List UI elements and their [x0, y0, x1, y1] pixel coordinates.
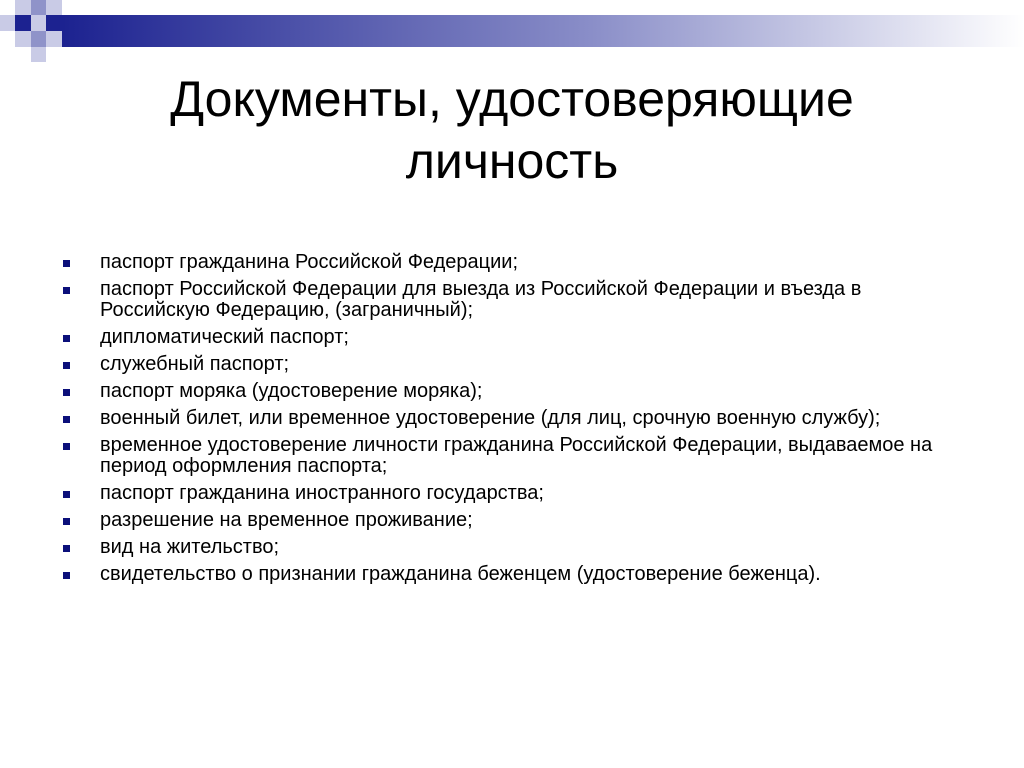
list-item-text: вид на жительство; [100, 536, 280, 558]
square-bullet-icon [63, 545, 70, 552]
square-bullet-icon [63, 287, 70, 294]
list-item [60, 381, 970, 402]
square-bullet-icon [63, 572, 70, 579]
list-item-text: разрешение на временное проживание; [100, 509, 473, 531]
square-bullet-icon [63, 335, 70, 342]
square-bullet-icon [63, 389, 70, 396]
list-item [60, 408, 970, 429]
list-item-text: паспорт Российской Федерации для выезда из Российской Федерации и въезда в Российскую Федерацию, (заграничный); [100, 278, 862, 321]
header-decoration [0, 0, 1024, 62]
list-item-text: паспорт моряка (удостоверение моряка); [100, 380, 483, 402]
list-item [60, 252, 970, 273]
list-item [60, 354, 970, 375]
slide-title-line-1: Документы, удостоверяющие [170, 71, 854, 127]
list-item-text: паспорт гражданина иностранного государства; [100, 482, 544, 504]
list-item [60, 564, 970, 585]
list-item [60, 510, 970, 531]
square-bullet-icon [63, 518, 70, 525]
list-item-text: военный билет, или временное удостоверение (для лиц, срочную военную службу); [100, 407, 881, 429]
square-bullet-icon [63, 362, 70, 369]
list-item [60, 327, 970, 348]
list-item [60, 537, 970, 558]
list-item-text: временное удостоверение личности гражданина Российской Федерации, выдаваемое на период оформления паспорта; [100, 434, 933, 477]
list-item-text: служебный паспорт; [100, 353, 290, 375]
slide-title-line-2: личность [405, 133, 619, 189]
document-list [60, 252, 970, 591]
square-bullet-icon [63, 416, 70, 423]
list-item [60, 435, 970, 477]
square-bullet-icon [63, 443, 70, 450]
square-bullet-icon [63, 260, 70, 267]
slide-title [60, 68, 964, 192]
list-item [60, 279, 970, 321]
list-item-text: дипломатический паспорт; [100, 326, 349, 348]
list-item-text: паспорт гражданина Российской Федерации; [100, 251, 518, 273]
square-bullet-icon [63, 491, 70, 498]
list-item [60, 483, 970, 504]
list-item-text: свидетельство о признании гражданина беженцем (удостоверение беженца). [100, 563, 821, 585]
